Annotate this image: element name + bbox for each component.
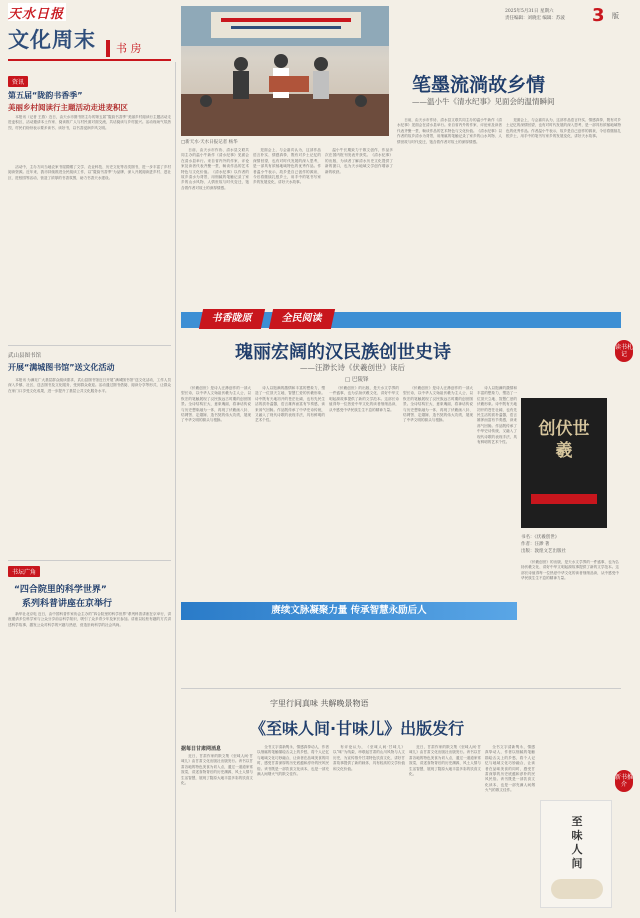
story2-headline: 开展“满城图书馆”送文化活动 — [8, 363, 115, 372]
section-title: 文化周末 — [8, 28, 96, 52]
event-photo — [181, 6, 389, 136]
left-divider-2 — [8, 560, 171, 561]
news-col-3-text: 有评论认为，《至味人间·甘味儿》以“味”为线索，串联起甘肃的山川风物与人文历史，为宣传推介甘肃特色饮食文化、讲好甘肃故事提供了新的载体，具有较高的文学价值和文化价值。 — [333, 745, 405, 771]
book-cover-fuxi — [521, 398, 607, 528]
book-cover-flavor-title: 至味人间 — [571, 815, 583, 870]
review-byline: □ 巴陵锋 — [345, 377, 369, 383]
feature-col-3 — [325, 148, 393, 306]
news-col-5 — [485, 745, 535, 910]
feature-col-4 — [397, 118, 502, 306]
news-col-1-text: 近日，甘肃作家的散文集《至味人间·甘味儿》由甘肃文化出版社出版发行。该书以甘肃各地的特色美食为切入点，通过一道道家常饭菜，讲述食物背后的历史渊源、风土人情与生活智慧，展现了陇原大地丰富多彩的饮食文化。 — [181, 754, 253, 786]
banner-right: 全民阅读 — [269, 309, 335, 329]
news-col-4 — [409, 745, 481, 910]
story1-lead-text: 本报讯（记者 王燕）近日，由天水市图书馆主办的第五届“陇韵书香季”美丽乡村阅读行主题活动走进麦积区，活动邀请本土作家、阅读推广人与村民面对面交流，共话阅读与乡村振兴。活动现场气氛热烈，村民们纷纷表示要多读书、读好书，以书香浸润乡风文明。 — [8, 115, 171, 130]
news-col-4-text: 近日，甘肃作家的散文集《至味人间·甘味儿》由甘肃文化出版社出版发行。该书以甘肃各地的特色美食为切入点，通过一道道家常饭菜，讲述食物背后的历史渊源、风土人情与生活智慧，展现了陇原大地丰富多彩的饮食文化。 — [409, 745, 481, 777]
review-col-6 — [521, 560, 619, 680]
story2-body-text: 本报讯 为满足广大基层群众阅读需求，武山县图书馆近日开展“满城图书馆”送文化活动，工作人员深入乡镇、社区，送去图书及文化服务，受到群众欢迎。活动通过图书借阅、阅读分享等形式，让群众在家门口享受文化成果，进一步提升了基层公共文化服务水平。 — [8, 378, 171, 393]
event-photo-art — [181, 6, 389, 136]
page-number: 3 — [592, 5, 605, 26]
review-col-5-text: 诗人以饱满的激情和丰富的想象力，塑造了一位顶天立地、智慧仁爱的伏羲形象。诗中既有天地初开的苍茫壮阔，也有先民生活的质朴温馨，语言雄浑而富有节奏感，读来荡气回肠。作品既传承了中华史诗传统，又融入了现代诗歌的表现手法，具有鲜明的艺术个性。 — [477, 386, 517, 445]
review-col-4-text: 《伏羲创世》是诗人汪渺创作的一部大型长诗，以中华人文始祖伏羲为主人公，以恢宏的笔触展现了汉民族远古时期的创世图景。全诗结构宏大、意象瑰丽，将神话传说与历史想象融为一体，再现了伏羲画八卦、结网罟、定婚嫁、造书契的伟大功绩，展现了中华文明的源头与根脉。 — [403, 386, 473, 423]
story1-subhead: 美丽乡村阅读行主题活动走进麦积区 — [8, 103, 128, 112]
news-col-1 — [181, 754, 253, 910]
book-info-title: 书名：《伏羲创世》 — [521, 535, 560, 540]
book-cover-band — [531, 494, 597, 504]
review-col-1-text: 《伏羲创世》是诗人汪渺创作的一部大型长诗，以中华人文始祖伏羲为主人公，以恢宏的笔触展现了汉民族远古时期的创世图景。全诗结构宏大、意象瑰丽，将神话传说与历史想象融为一体，再现了伏羲画八卦、结网罟、定婚嫁、造书契的伟大功绩，展现了中华文明的源头与根脉。 — [181, 386, 251, 423]
feature-subtitle: ——温小牛《清水纪事》见面会的温情瞬间 — [412, 97, 555, 106]
story3-headline: “四合院里的科学世界” — [14, 585, 107, 595]
feature-col-1-text: 日前，由天水市作协、清水县文联共同主办的温小牛新作《清水纪事》见面会在清水县举行。来自省内外的作家、评论家及读者代表齐聚一堂，畅谈作品的艺术特色与文化价值。《清水纪事》以作者的故乡清水为背景，用细腻的笔触记录了家乡的山水风物、人情世故与时代变迁，饱含着作者对故土的深厚情感。 — [181, 148, 249, 190]
page-label: 版 — [612, 12, 619, 20]
book-cover-flavor — [540, 800, 612, 908]
story3-body — [8, 612, 171, 912]
review-col-3-text: 《伏羲创世》的出版，是天水文学界的一件盛事，也为弘扬伏羲文化、讲好中华文明起源故事提供了新的文学范本。这部长诗值得每一位热爱中华文化的读者细细品读，从中感受中华民族生生不息的精神力量。 — [329, 386, 399, 412]
news-col-2 — [257, 745, 329, 910]
news-col-2-text: 全书文字清新隽永，情感真挚动人，作者以细腻的笔触描绘舌尖上的乡愁，将个人记忆与地域文化巧妙融合，让读者在品味美食的同时，感受甘肃深厚的历史底蕴和淳朴的民风民俗。该书既是一部饮食文化读本，也是一部充满人间烟火气的散文佳作。 — [257, 745, 329, 777]
story2-place: 武山县图书馆 — [8, 353, 42, 359]
review-col-2 — [255, 386, 325, 596]
story1-lead — [8, 115, 171, 163]
review-col-2-text: 诗人以饱满的激情和丰富的想象力，塑造了一位顶天立地、智慧仁爱的伏羲形象。诗中既有天地初开的苍茫壮阔，也有先民生活的质朴温馨，语言雄浑而富有节奏感，读来荡气回肠。作品既传承了中华史诗传统，又融入了现代诗歌的表现手法，具有鲜明的艺术个性。 — [255, 386, 325, 423]
feature-col-4-text: 日前，由天水市作协、清水县文联共同主办的温小牛新作《清水纪事》见面会在清水县举行。来自省内外的作家、评论家及读者代表齐聚一堂，畅谈作品的艺术特色与文化价值。《清水纪事》以作者的故乡清水为背景，用细腻的笔触记录了家乡的山水风物、人情世故与时代变迁，饱含着作者对故土的深厚情感。 — [397, 118, 502, 144]
news-headline: 《至味人间·甘味儿》出版发行 — [250, 719, 465, 738]
story1-headline: 第五届“陇韵书香季” — [8, 91, 83, 100]
feature-col-1 — [181, 148, 249, 306]
review-col-5 — [477, 386, 517, 596]
story1-body — [8, 165, 171, 335]
news-byline: 据每日甘肃网消息 — [181, 746, 222, 752]
header-info — [505, 8, 587, 22]
side-tag-reading-notes: 读书札记 — [615, 340, 633, 362]
feature-col-2 — [253, 148, 321, 306]
newspaper-logo: 天水日报 — [8, 3, 66, 21]
review-headline: 瑰丽宏阔的汉民族创世史诗 — [235, 342, 451, 363]
section-divider — [106, 40, 110, 57]
editors-line: 责任编辑：刘晓宏 编辑：苏波 — [505, 16, 565, 21]
feature-headline: 笔墨流淌故乡情 — [412, 74, 546, 96]
story3-body-text: 新华社北京电 近日，由中国科普作家协会主办的“四合院里的科学世界”系列科普讲座在京举行，讲座邀请多位科学家与公众分享前沿科学知识，吸引了众多青少年及家长参加。讲座以轻松有趣的方式讲述科学故事，激发公众对科学的兴趣与热爱，营造崇尚科学的社会风尚。 — [8, 612, 171, 627]
book-cover-title: 创伏世羲 — [538, 419, 590, 461]
news-kicker: 字里行间真味 共解晚景物语 — [270, 699, 369, 708]
feature-col-2-text: 见面会上，与会嘉宾认为，这部作品语言朴实、情感真挚，既有对乡土记忆的深情回望，也有对时代发展的深入思考，是一部具有浓郁地域特色的优秀作品。作者温小牛表示，故乡是自己创作的源泉，今后将继续扎根乡土，用手中的笔书写家乡的发展变化，讲好天水故事。 — [253, 148, 321, 185]
review-col-3 — [329, 386, 399, 596]
masthead-rule — [8, 59, 171, 61]
side-tag-new-book: 新书推介 — [615, 770, 633, 792]
review-subtitle: ——汪渺长诗《伏羲创世》读后 — [300, 363, 405, 372]
review-col-4 — [403, 386, 473, 596]
story3-subhead: 系列科普讲座在京举行 — [22, 599, 113, 609]
book-cover-flavor-art — [551, 879, 603, 899]
section-label: 书 房 — [116, 42, 142, 55]
date-line: 2025年5月31日 星期六 — [505, 9, 554, 14]
culture-banner-text: 赓续文脉凝聚力量 传承智慧永励后人 — [271, 605, 427, 616]
story2-body — [8, 378, 171, 550]
tag-book-forum: 书坛广角 — [8, 566, 40, 577]
feature-col-5-text: 见面会上，与会嘉宾认为，这部作品语言朴实、情感真挚，既有对乡土记忆的深情回望，也有对时代发展的深入思考，是一部具有浓郁地域特色的优秀作品。作者温小牛表示，故乡是自己创作的源泉，今后将继续扎根乡土，用手中的笔书写家乡的发展变化，讲好天水故事。 — [506, 118, 621, 139]
banner-left: 书香陇原 — [199, 309, 265, 329]
book-info — [521, 534, 617, 555]
book-info-author: 作者：汪渺 著 — [521, 542, 550, 547]
feature-col-3-text: 温小牛长期致力于散文创作，作品多次在国内报刊发表并获奖。《清水纪事》的出版，为读者了解清水历史文化提供了新的窗口，也为天水地域文学创作增添了新的收获。 — [325, 148, 393, 174]
photo-caption: □新天水·天水日报记者 杨华 — [181, 140, 238, 145]
review-col-6-text: 《伏羲创世》的出版，是天水文学界的一件盛事，也为弘扬伏羲文化、讲好中华文明起源故事提供了新的文学范本。这部长诗值得每一位热爱中华文化的读者细细品读，从中感受中华民族生生不息的精神力量。 — [521, 560, 619, 581]
column-rule — [175, 62, 176, 912]
news-col-3 — [333, 745, 405, 910]
reading-banner — [181, 312, 621, 328]
left-divider-1 — [8, 345, 171, 346]
news-col-5-text: 全书文字清新隽永，情感真挚动人，作者以细腻的笔触描绘舌尖上的乡愁，将个人记忆与地域文化巧妙融合，让读者在品味美食的同时，感受甘肃深厚的历史底蕴和淳朴的民风民俗。该书既是一部饮食文化读本，也是一部充满人间烟火气的散文佳作。 — [485, 745, 535, 793]
review-col-1 — [181, 386, 251, 596]
bottom-divider — [181, 688, 621, 689]
story1-body-text: 活动中，主办方向当地农家书屋捐赠了文学、农业科技、历史文化等各类图书，进一步丰富了乡村阅读资源。近年来，我市持续推进全民阅读工作，以“陇韵书香季”为品牌，深入开展阅读进乡村、进社区、进校园等活动，营造了浓厚的书香氛围，助力书香天水建设。 — [8, 165, 171, 180]
tag-news: 资讯 — [8, 76, 28, 87]
culture-banner — [181, 602, 517, 620]
feature-col-5 — [506, 118, 621, 306]
book-info-publisher: 出版：敦煌文艺出版社 — [521, 549, 566, 554]
